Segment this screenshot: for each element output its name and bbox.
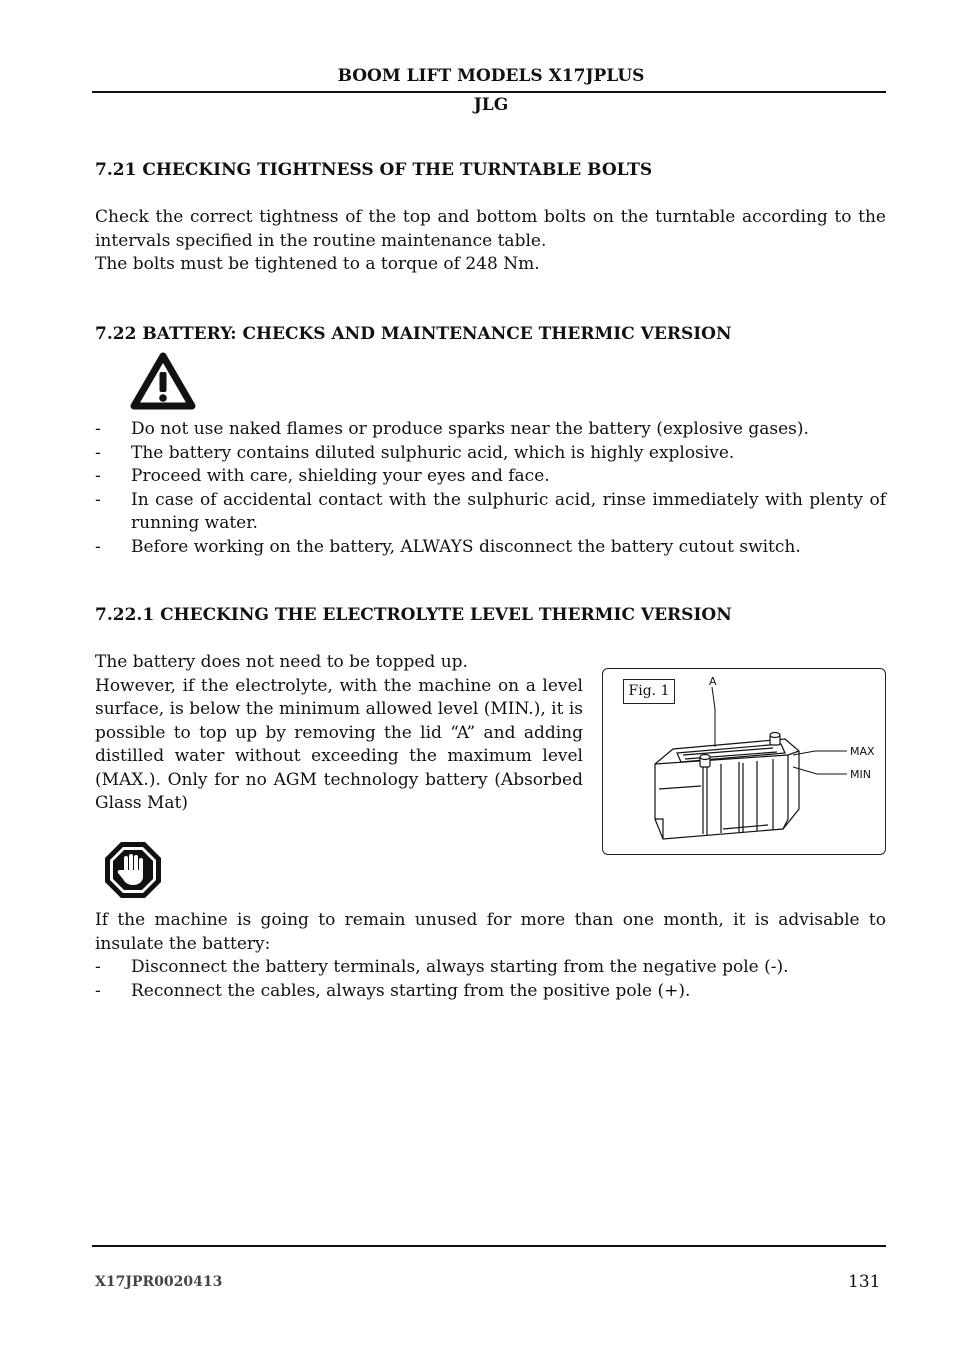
warning-triangle-icon — [130, 352, 196, 410]
list-item: - In case of accidental contact with the sulphuric acid, rinse immediately with plenty of running water. — [95, 489, 886, 533]
section-721-paragraph-1: Check the correct tightness of the top and bottom bolts on the turntable according to the intervals specified in the routine maintenance table. — [95, 207, 886, 251]
list-item: - Reconnect the cables, always starting from the positive pole (+). — [95, 980, 691, 1001]
section-7221-storage-paragraph: If the machine is going to remain unused for more than one month, it is advisable to insulate the battery: — [95, 910, 886, 954]
section-7221-body — [95, 651, 583, 816]
figure-label: Fig. 1 — [623, 679, 675, 704]
section-7221-heading: 7.22.1 CHECKING THE ELECTROLYTE LEVEL THERMIC VERSION — [95, 605, 732, 625]
list-item: - Disconnect the battery terminals, always starting from the negative pole (-). — [95, 957, 789, 977]
header-rule — [92, 91, 886, 93]
callout-max-label: MAX — [850, 745, 875, 758]
list-item: - Do not use naked flames or produce sparks near the battery (explosive gases). — [95, 419, 809, 439]
section-721-heading: 7.21 CHECKING TIGHTNESS OF THE TURNTABLE BOLTS — [95, 160, 653, 180]
section-722-heading: 7.22 BATTERY: CHECKS AND MAINTENANCE THERMIC VERSION — [95, 324, 732, 344]
section-721-body — [95, 206, 886, 277]
list-item: - Proceed with care, shielding your eyes and face. — [95, 466, 550, 486]
document-header-subtitle: JLG — [473, 95, 509, 115]
section-721-paragraph-2: The bolts must be tightened to a torque of 248 Nm. — [95, 254, 540, 274]
stop-hand-icon — [103, 840, 163, 900]
section-7221-paragraph-2: However, if the electrolyte, with the machine on a level surface, is below the minimum allowed level (MIN.), it is possible to top up by removing the lid “A” and adding distilled water without exceeding the maximum level (MAX.). Only for no AGM technology battery (Absorbed Glass Mat) — [95, 675, 583, 813]
section-7221-paragraph-1: The battery does not need to be topped up. — [95, 652, 468, 672]
document-header-title: BOOM LIFT MODELS X17JPLUS — [337, 66, 645, 86]
callout-min-label: MIN — [850, 768, 871, 781]
footer-rule — [92, 1245, 886, 1247]
document-code: X17JPR0020413 — [95, 1274, 223, 1290]
callout-a-label: A — [709, 675, 717, 688]
list-item: - The battery contains diluted sulphuric acid, which is highly explosive. — [95, 442, 735, 463]
list-item: - Before working on the battery, ALWAYS disconnect the battery cutout switch. — [95, 536, 801, 557]
storage-steps-list — [95, 956, 886, 1003]
page-number: 131 — [848, 1272, 881, 1292]
battery-safety-list — [95, 418, 886, 559]
